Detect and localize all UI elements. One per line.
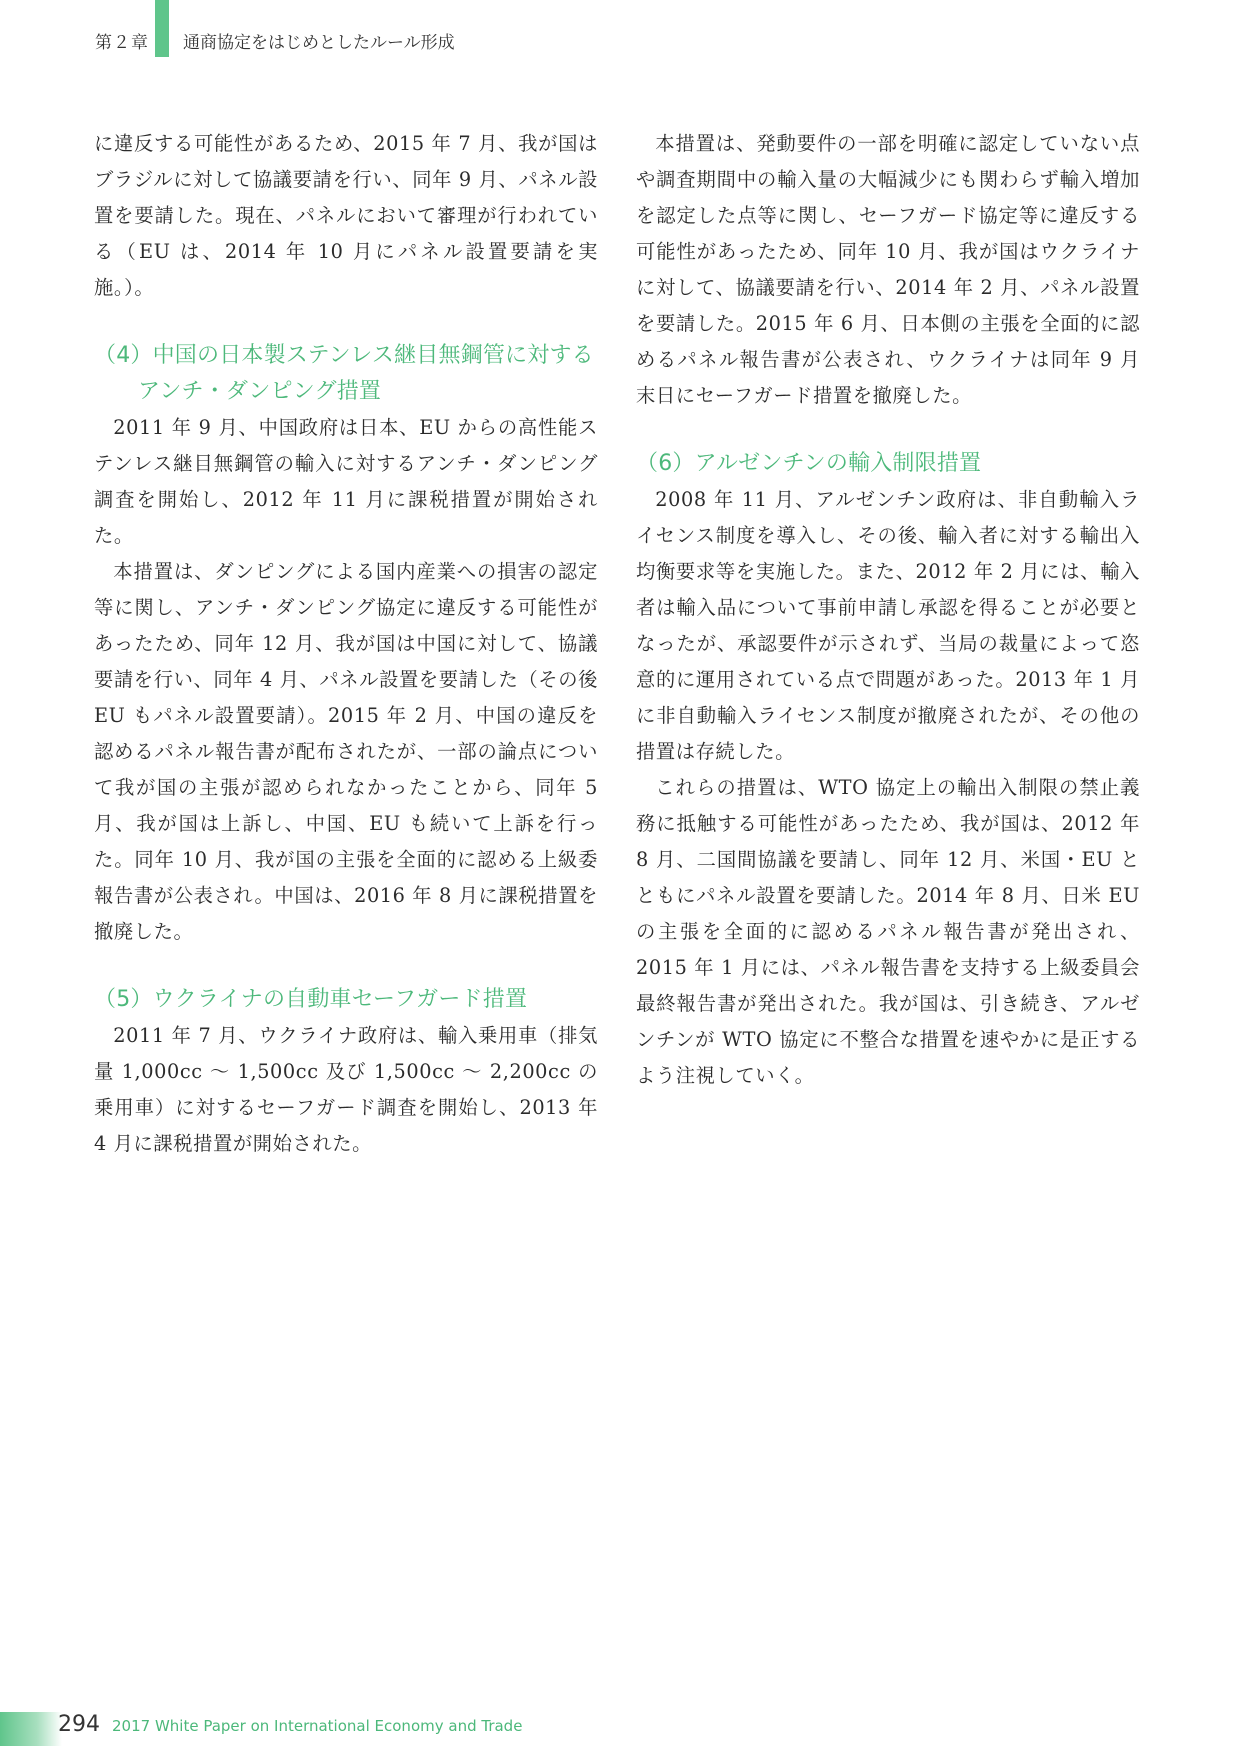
page-number: 294 [58,1712,100,1737]
section-5-paragraph-2: 本措置は、発動要件の一部を明確に認定していない点や調査期間中の輸入量の大幅減少にも関わらず輸入増加を認定した点等に関し、セーフガード協定等に違反する可能性があったため、同年 10 月、我が国はウクライナに対して、協議要請を行い、2014 年 2 月、パネル設置を要請した。2015 年 6 月、日本側の主張を全面的に認めるパネル報告書が公表され、ウクライナは同年 9 月末日にセーフガード措置を撤廃した。 [636,132,1140,407]
section-5-paragraph-1: 2011 年 7 月、ウクライナ政府は、輸入乗用車（排気量 1,000cc ～ 1,500cc 及び 1,500cc ～ 2,200cc の乗用車）に対するセーフガード調査を開始し、2013 年 4 月に課税措置が開始された。 [94,1024,598,1155]
section-4-paragraph-2: 本措置は、ダンピングによる国内産業への損害の認定等に関し、アンチ・ダンピング協定に違反する可能性があったため、同年 12 月、我が国は中国に対して、協議要請を行い、同年 4 月、パネル設置を要請した（その後 EU もパネル設置要請）。2015 年 2 月、中国の違反を認めるパネル報告書が配布されたが、一部の論点について我が国の主張が認められなかったことから、同年 5 月、我が国は上訴し、中国、EU も続いて上訴を行った。同年 10 月、我が国の主張を全面的に認める上級委報告書が公表され。中国は、2016 年 8 月に課税措置を撤廃した。 [94,560,598,943]
footer-accent-band [0,1712,62,1746]
left-column [94,126,598,1162]
section-6-paragraph-1: 2008 年 11 月、アルゼンチン政府は、非自動輸入ライセンス制度を導入し、その後、輸入者に対する輸出入均衡要求等を実施した。また、2012 年 2 月には、輸入者は輸入品について事前申請し承認を得ることが必要となったが、承認要件が示されず、当局の裁量によって恣意的に運用されている点で問題があった。2013 年 1 月に非自動輸入ライセンス制度が撤廃されたが、その他の措置は存続した。 [636,488,1140,763]
publication-title: 2017 White Paper on International Economy and Trade [112,1717,523,1735]
right-column [636,126,1140,1094]
section-5-heading: （5）ウクライナの自動車セーフガード措置 [94,987,528,1012]
section-6-paragraph-2: これらの措置は、WTO 協定上の輸出入制限の禁止義務に抵触する可能性があったため、我が国は、2012 年 8 月、二国間協議を要請し、同年 12 月、米国・EU とともにパネル設置を要請した。2014 年 8 月、日米 EU の主張を全面的に認めるパネル報告書が発出され、2015 年 1 月には、パネル報告書を支持する上級委員会最終報告書が発出された。我が国は、引き続き、アルゼンチンが WTO 協定に不整合な措置を速やかに是正するよう注視していく。 [636,776,1140,1087]
section-4-paragraph-1: 2011 年 9 月、中国政府は日本、EU からの高性能ステンレス継目無鋼管の輸入に対するアンチ・ダンピング調査を開始し、2012 年 11 月に課税措置が開始された。 [94,416,598,547]
paragraph-brazil-continued: に違反する可能性があるため、2015 年 7 月、我が国はブラジルに対して協議要請を行い、同年 9 月、パネル設置を要請した。現在、パネルにおいて審理が行われている（EU は、2014 年 10 月にパネル設置要請を実施。）。 [94,132,598,299]
chapter-label: 第２章 [95,33,149,53]
section-6-heading: （6）アルゼンチンの輸入制限措置 [636,451,982,476]
section-4-heading: （4）中国の日本製ステンレス継目無鋼管に対するアンチ・ダンピング措置 [94,343,594,404]
chapter-accent-bar [155,0,169,57]
page-header [0,0,1241,60]
chapter-title: 通商協定をはじめとしたルール形成 [183,33,455,53]
